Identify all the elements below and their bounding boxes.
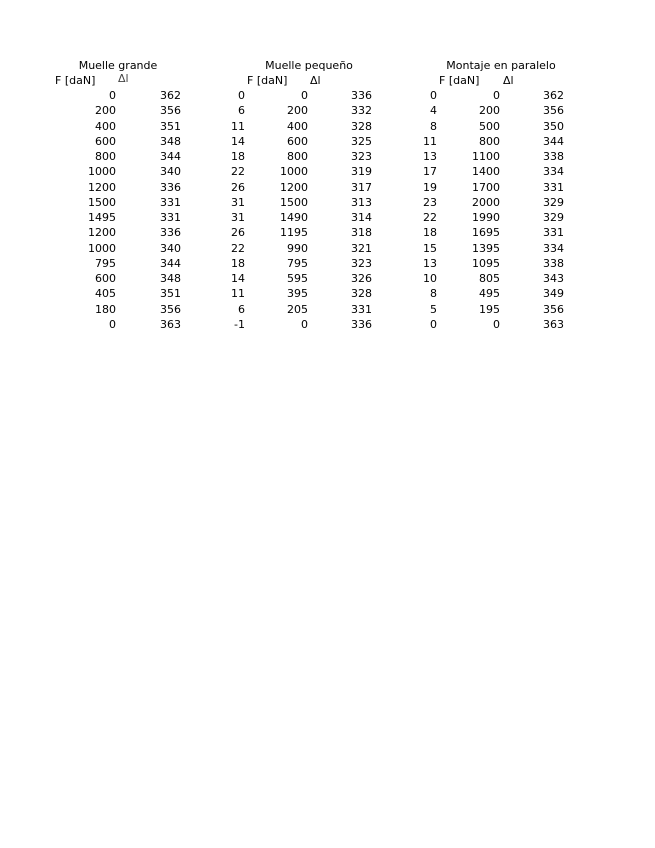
cell-s0-f-dan: 800 — [95, 150, 116, 163]
cell-s0-delta-l: 336 — [160, 226, 181, 240]
cell-s2-deformacion: 0 — [430, 317, 437, 331]
cell-s0-f-dan: 405 — [95, 287, 116, 301]
cell-s2-deformacion: 8 — [430, 119, 437, 133]
cell-s2-delta-l: 349 — [543, 287, 564, 301]
cell-s0-f-dan: 1200 — [88, 226, 116, 240]
cell-s2-f-dan: 1400 — [472, 165, 500, 179]
cell-s0-delta-l: 351 — [160, 119, 181, 133]
cell-s1-deformacion: 31 — [231, 211, 245, 224]
cell-s2-deformacion: 18 — [423, 226, 437, 240]
cell-s2-delta-l: 343 — [543, 272, 564, 285]
cell-s1-f-dan: 400 — [287, 119, 308, 133]
cell-s1-delta-l: 319 — [351, 165, 372, 179]
cell-s1-f-dan: 1490 — [280, 211, 308, 224]
header-f-dan-pequeno: F [daN] — [247, 74, 288, 87]
cell-s2-delta-l: 363 — [543, 317, 564, 331]
cell-s2-deformacion: 11 — [423, 134, 437, 148]
header-f-dan-paralelo: F [daN] — [439, 74, 480, 87]
cell-s2-f-dan: 1700 — [472, 180, 500, 194]
cell-s0-delta-l: 362 — [160, 89, 181, 102]
cell-s0-f-dan: 1500 — [88, 195, 116, 209]
cell-s1-deformacion: 11 — [231, 119, 245, 133]
cell-s1-f-dan: 1200 — [280, 180, 308, 194]
cell-s1-f-dan: 1195 — [280, 226, 308, 240]
cell-s2-delta-l: 331 — [543, 180, 564, 194]
cell-s2-delta-l: 329 — [543, 211, 564, 224]
cell-s1-delta-l: 317 — [351, 180, 372, 194]
cell-s1-deformacion: 18 — [231, 150, 245, 163]
cell-s1-f-dan: 600 — [287, 134, 308, 148]
cell-s1-delta-l: 313 — [351, 195, 372, 209]
cell-s2-f-dan: 1695 — [472, 226, 500, 240]
cell-s1-f-dan: 0 — [301, 89, 308, 102]
cell-s2-deformacion: 5 — [430, 302, 437, 316]
header-delta-l-grande: Δl — [118, 72, 129, 85]
cell-s2-deformacion: 17 — [423, 165, 437, 179]
cell-s2-f-dan: 805 — [479, 272, 500, 285]
cell-s0-delta-l: 340 — [160, 241, 181, 255]
cell-s0-f-dan: 600 — [95, 134, 116, 148]
cell-s1-delta-l: 328 — [351, 287, 372, 301]
cell-s0-delta-l: 331 — [160, 195, 181, 209]
cell-s1-f-dan: 0 — [301, 317, 308, 331]
cell-s2-delta-l: 344 — [543, 134, 564, 148]
cell-s2-delta-l: 362 — [543, 89, 564, 102]
cell-s2-deformacion: 22 — [423, 211, 437, 224]
cell-s0-delta-l: 363 — [160, 317, 181, 331]
cell-s0-delta-l: 348 — [160, 134, 181, 148]
cell-s1-f-dan: 395 — [287, 287, 308, 301]
cell-s2-deformacion: 23 — [423, 195, 437, 209]
cell-s1-f-dan: 795 — [287, 256, 308, 270]
cell-s0-f-dan: 200 — [95, 104, 116, 118]
cell-s1-deformacion: 6 — [238, 302, 245, 316]
cell-s1-delta-l: 325 — [351, 134, 372, 148]
cell-s0-delta-l: 356 — [160, 302, 181, 316]
cell-s1-delta-l: 336 — [351, 89, 372, 102]
header-delta-l-paralelo: Δl — [503, 74, 514, 87]
cell-s2-delta-l: 329 — [543, 195, 564, 209]
cell-s2-f-dan: 495 — [479, 287, 500, 301]
cell-s0-delta-l: 340 — [160, 165, 181, 179]
cell-s0-delta-l: 344 — [160, 150, 181, 163]
cell-s2-f-dan: 0 — [493, 89, 500, 102]
cell-s2-f-dan: 800 — [479, 134, 500, 148]
section-title-muelle-grande: Muelle grande — [78, 59, 158, 72]
cell-s1-f-dan: 990 — [287, 241, 308, 255]
cell-s2-delta-l: 338 — [543, 150, 564, 163]
section-title-muelle-pequeno: Muelle pequeño — [265, 59, 353, 72]
cell-s0-delta-l: 348 — [160, 272, 181, 285]
cell-s1-deformacion: 26 — [231, 180, 245, 194]
cell-s2-f-dan: 2000 — [472, 195, 500, 209]
cell-s1-deformacion: 11 — [231, 287, 245, 301]
cell-s2-delta-l: 338 — [543, 256, 564, 270]
cell-s0-f-dan: 0 — [109, 89, 116, 102]
cell-s0-f-dan: 0 — [109, 317, 116, 331]
cell-s2-deformacion: 0 — [430, 89, 437, 102]
cell-s0-f-dan: 180 — [95, 302, 116, 316]
cell-s1-deformacion: 22 — [231, 241, 245, 255]
cell-s1-deformacion: -1 — [234, 317, 245, 331]
cell-s1-f-dan: 1000 — [280, 165, 308, 179]
cell-s2-delta-l: 334 — [543, 165, 564, 179]
cell-s0-f-dan: 600 — [95, 272, 116, 285]
cell-s2-delta-l: 356 — [543, 104, 564, 118]
cell-s1-deformacion: 6 — [238, 104, 245, 118]
cell-s1-deformacion: 31 — [231, 195, 245, 209]
cell-s2-f-dan: 1990 — [472, 211, 500, 224]
cell-s0-delta-l: 351 — [160, 287, 181, 301]
cell-s0-delta-l: 336 — [160, 180, 181, 194]
cell-s1-delta-l: 326 — [351, 272, 372, 285]
cell-s2-f-dan: 200 — [479, 104, 500, 118]
cell-s0-f-dan: 400 — [95, 119, 116, 133]
cell-s0-delta-l: 344 — [160, 256, 181, 270]
cell-s1-deformacion: 14 — [231, 134, 245, 148]
cell-s1-deformacion: 22 — [231, 165, 245, 179]
cell-s2-deformacion: 13 — [423, 150, 437, 163]
cell-s2-deformacion: 10 — [423, 272, 437, 285]
cell-s0-f-dan: 1200 — [88, 180, 116, 194]
cell-s1-delta-l: 328 — [351, 119, 372, 133]
cell-s1-delta-l: 314 — [351, 211, 372, 224]
cell-s0-f-dan: 1000 — [88, 165, 116, 179]
header-delta-l-pequeno: Δl — [310, 74, 321, 87]
cell-s0-f-dan: 1495 — [88, 211, 116, 224]
cell-s2-delta-l: 356 — [543, 302, 564, 316]
cell-s1-deformacion: 0 — [238, 89, 245, 102]
cell-s1-delta-l: 323 — [351, 150, 372, 163]
cell-s1-delta-l: 336 — [351, 317, 372, 331]
cell-s1-delta-l: 331 — [351, 302, 372, 316]
cell-s2-f-dan: 1100 — [472, 150, 500, 163]
cell-s1-delta-l: 332 — [351, 104, 372, 118]
cell-s1-delta-l: 318 — [351, 226, 372, 240]
cell-s2-deformacion: 8 — [430, 287, 437, 301]
cell-s2-f-dan: 195 — [479, 302, 500, 316]
cell-s2-deformacion: 13 — [423, 256, 437, 270]
cell-s2-delta-l: 331 — [543, 226, 564, 240]
cell-s1-f-dan: 1500 — [280, 195, 308, 209]
cell-s1-delta-l: 321 — [351, 241, 372, 255]
cell-s0-f-dan: 795 — [95, 256, 116, 270]
cell-s2-f-dan: 500 — [479, 119, 500, 133]
cell-s2-deformacion: 15 — [423, 241, 437, 255]
cell-s2-deformacion: 4 — [430, 104, 437, 118]
cell-s2-f-dan: 0 — [493, 317, 500, 331]
cell-s1-delta-l: 323 — [351, 256, 372, 270]
cell-s2-delta-l: 350 — [543, 119, 564, 133]
cell-s0-delta-l: 356 — [160, 104, 181, 118]
cell-s2-deformacion: 19 — [423, 180, 437, 194]
cell-s0-delta-l: 331 — [160, 211, 181, 224]
cell-s2-f-dan: 1395 — [472, 241, 500, 255]
cell-s1-f-dan: 200 — [287, 104, 308, 118]
cell-s2-f-dan: 1095 — [472, 256, 500, 270]
cell-s1-deformacion: 18 — [231, 256, 245, 270]
cell-s1-f-dan: 800 — [287, 150, 308, 163]
cell-s2-delta-l: 334 — [543, 241, 564, 255]
header-f-dan-grande: F [daN] — [55, 74, 96, 87]
cell-s1-deformacion: 26 — [231, 226, 245, 240]
cell-s1-deformacion: 14 — [231, 272, 245, 285]
cell-s1-f-dan: 595 — [287, 272, 308, 285]
cell-s1-f-dan: 205 — [287, 302, 308, 316]
cell-s0-f-dan: 1000 — [88, 241, 116, 255]
section-title-montaje-paralelo: Montaje en paralelo — [446, 59, 556, 72]
